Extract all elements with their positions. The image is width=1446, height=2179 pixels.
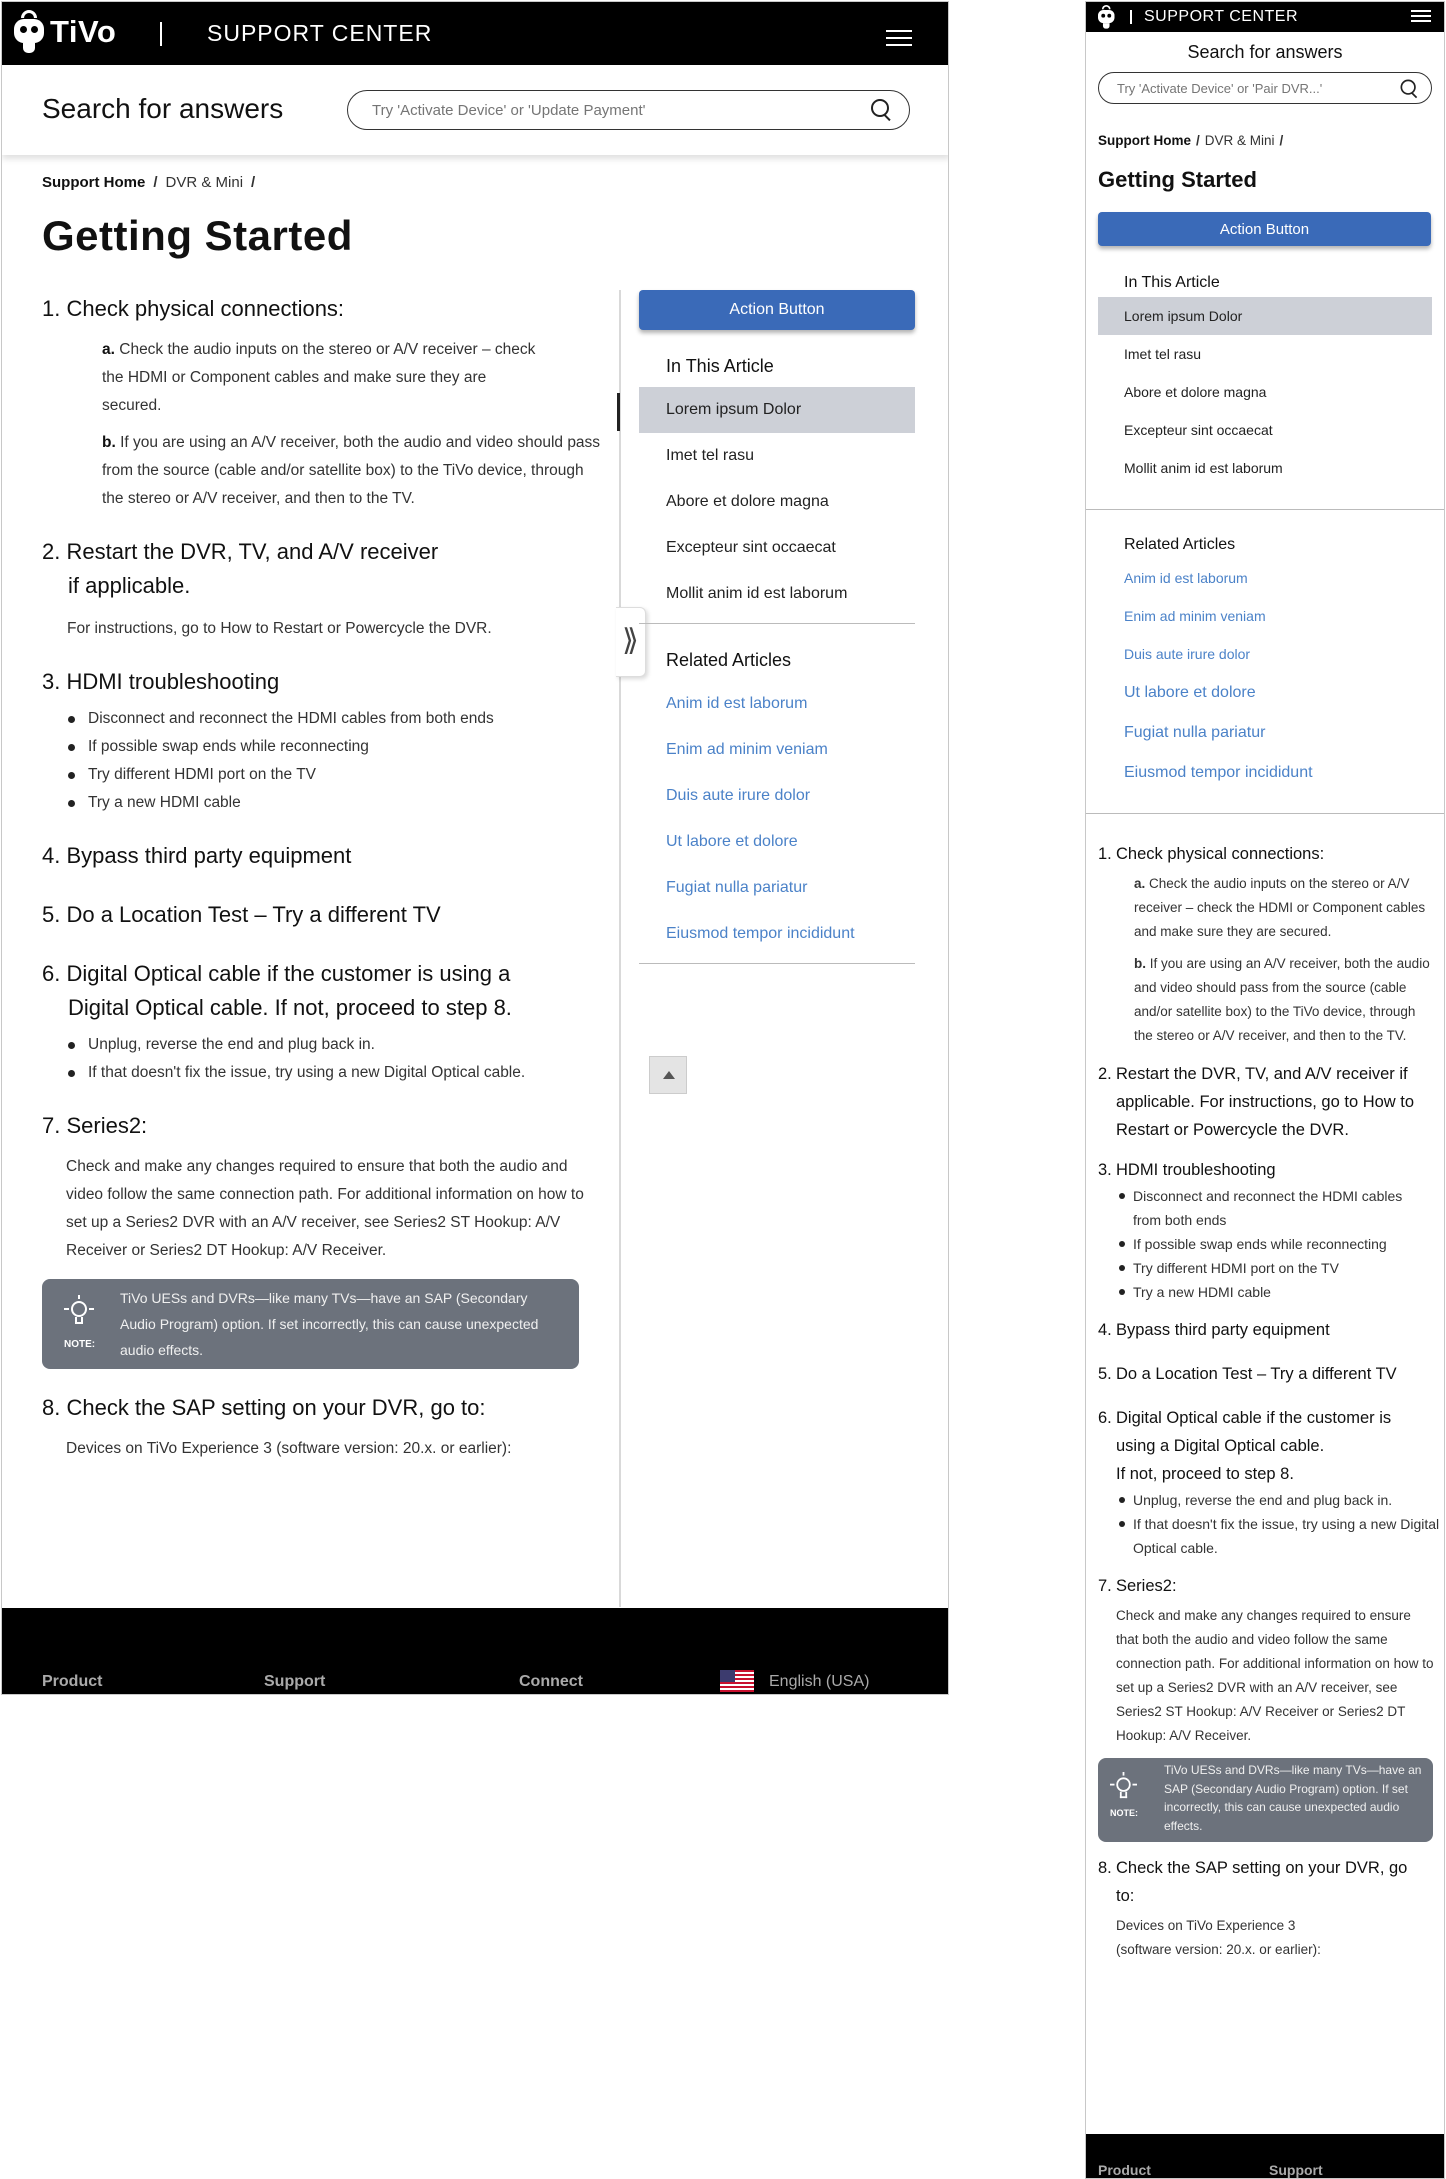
search-box — [1098, 72, 1432, 104]
related-heading: Related Articles — [1124, 536, 1236, 553]
breadcrumb — [42, 174, 263, 191]
header-divider — [160, 22, 162, 46]
step-6-heading — [42, 957, 602, 1025]
step-title: Check physical connections: — [1116, 845, 1325, 863]
step-title: HDMI troubleshooting — [1116, 1161, 1276, 1179]
step-number: 7. — [1098, 1577, 1112, 1595]
related-heading: Related Articles — [666, 650, 792, 670]
step-8-heading: 8. Check the SAP setting on your DVR, go to: — [42, 1395, 486, 1420]
search-input[interactable] — [1099, 73, 1431, 103]
article-body — [1098, 840, 1440, 1962]
step-2-heading-line2: if applicable. — [68, 573, 191, 598]
footer-support[interactable]: Support — [1269, 2162, 1323, 2178]
header-divider — [1130, 10, 1132, 24]
search-icon[interactable] — [871, 99, 891, 119]
site-footer — [1086, 2134, 1444, 2179]
note-label: NOTE: — [64, 1339, 96, 1350]
step-4-heading: 4. Bypass third party equipment — [42, 843, 352, 868]
step-1a — [102, 336, 542, 420]
step-1-heading: 1. Check physical connections: — [42, 296, 345, 321]
list-item: If that doesn't fix the issue, try using a new Digital Optical cable. — [88, 1059, 602, 1087]
search-box — [347, 90, 910, 130]
related-link[interactable]: Anim id est laborum — [666, 695, 808, 712]
footer-product[interactable]: Product — [1098, 2162, 1151, 2178]
list-item: Unplug, reverse the end and plug back in. — [88, 1031, 602, 1059]
scroll-position-marker — [617, 393, 620, 431]
step-2-heading-line1: 2. Restart the DVR, TV, and A/V receiver — [42, 539, 439, 564]
step-title: Restart the DVR, TV, and A/V receiver if applicable. For instructions, go to How to Restart or Powercycle the DVR. — [1116, 1065, 1415, 1139]
action-button[interactable]: Action Button — [639, 290, 915, 330]
step-title: Do a Location Test – Try a different TV — [1116, 1365, 1397, 1383]
page-title: Getting Started — [1098, 167, 1257, 192]
tivo-robot-icon[interactable] — [1098, 5, 1115, 29]
step-6-heading-line1: 6. Digital Optical cable if the customer is using a — [42, 961, 511, 986]
hamburger-menu-icon[interactable] — [886, 30, 912, 48]
step-1-heading — [1098, 840, 1433, 868]
sidebar-divider — [639, 623, 915, 624]
step-8-heading — [1098, 1854, 1433, 1910]
step-number: 2. — [1098, 1065, 1112, 1083]
scroll-to-top-icon[interactable] — [649, 1056, 687, 1094]
note-text: TiVo UESs and DVRs—like many TVs—have an SAP (Secondary Audio Program) option. If set incorrectly, this can cause unexpected audio effects. — [120, 1290, 539, 1358]
related-link[interactable]: Ut labore et dolore — [666, 833, 798, 850]
sidebar-divider — [1086, 813, 1444, 814]
step-1b — [1134, 952, 1434, 1048]
toc-item[interactable]: Mollit anim id est laborum — [666, 585, 848, 602]
step-8-text-line2: (software version: 20.x. or earlier): — [1116, 1942, 1321, 1957]
desktop-view — [1, 1, 949, 1695]
note-label: NOTE: — [1110, 1808, 1138, 1818]
note-text: TiVo UESs and DVRs—like many TVs—have an SAP (Secondary Audio Program) option. If set incorrectly, this can cause unexpected audio effects. — [1164, 1763, 1422, 1833]
tivo-logo[interactable] — [14, 10, 116, 54]
step-2-heading — [1098, 1060, 1433, 1144]
list-item: Try a new HDMI cable — [88, 789, 602, 817]
sidebar-divider — [1086, 509, 1444, 510]
related-link[interactable]: Enim ad minim veniam — [1124, 608, 1266, 624]
step-5-heading — [1098, 1360, 1433, 1388]
breadcrumb — [1098, 133, 1288, 148]
list-item: Try different HDMI port on the TV — [88, 761, 602, 789]
toc-item[interactable]: Mollit anim id est laborum — [1124, 460, 1283, 476]
breadcrumb-category[interactable]: DVR & Mini — [1204, 133, 1275, 148]
mobile-view — [1085, 1, 1445, 2179]
step-1b-text: If you are using an A/V receiver, both the audio and video should pass from the source (cable and/or satellite box) to the TiVo device, through the stereo or A/V receiver, and then to the TV. — [102, 434, 601, 507]
step-2-text: For instructions, go to How to Restart or Powercycle the DVR. — [67, 620, 492, 637]
related-link[interactable]: Ut labore et dolore — [1124, 684, 1256, 701]
site-footer — [2, 1608, 949, 1695]
list-item: If possible swap ends while reconnecting — [1133, 1232, 1433, 1256]
step-6-list — [1133, 1488, 1443, 1560]
step-7-heading — [1098, 1572, 1433, 1600]
list-item: Try different HDMI port on the TV — [1133, 1256, 1433, 1280]
step-number: 8. — [1098, 1859, 1112, 1877]
related-link[interactable]: Anim id est laborum — [1124, 570, 1248, 586]
step-1b-label: b. — [1134, 956, 1146, 971]
step-3-list — [1133, 1184, 1433, 1304]
toc-item[interactable]: Excepteur sint occaecat — [1124, 422, 1273, 438]
toc-item[interactable]: Imet tel rasu — [1124, 346, 1202, 362]
breadcrumb-home[interactable]: Support Home — [42, 174, 146, 191]
site-header — [1086, 2, 1444, 32]
step-6-heading-line2: Digital Optical cable. If not, proceed to step 8. — [68, 995, 512, 1020]
support-center-title[interactable]: SUPPORT CENTER — [1144, 8, 1298, 25]
article-body — [42, 292, 602, 1463]
step-3-heading: 3. HDMI troubleshooting — [42, 669, 280, 694]
step-title: Bypass third party equipment — [1116, 1321, 1330, 1339]
us-flag-icon[interactable] — [720, 1670, 754, 1692]
toc-heading: In This Article — [1124, 274, 1220, 291]
search-input[interactable] — [348, 91, 909, 129]
toc-item[interactable]: Abore et dolore magna — [1124, 384, 1267, 400]
lightbulb-icon — [1110, 1772, 1137, 1804]
step-8-text-line1: Devices on TiVo Experience 3 — [1116, 1918, 1296, 1933]
search-title: Search for answers — [1187, 42, 1343, 62]
step-number: 3. — [1098, 1161, 1112, 1179]
step-title: Digital Optical cable if the customer is using a Digital Optical cable. — [1116, 1409, 1392, 1455]
related-link[interactable]: Fugiat nulla pariatur — [1124, 724, 1266, 741]
related-link[interactable]: Duis aute irure dolor — [666, 787, 811, 804]
step-6-list — [88, 1031, 602, 1087]
toc-item[interactable]: Abore et dolore magna — [666, 493, 829, 510]
toc-item[interactable]: Excepteur sint occaecat — [666, 539, 836, 556]
step-1a-label: a. — [1134, 876, 1146, 891]
step-number: 4. — [1098, 1321, 1112, 1339]
step-4-heading — [1098, 1316, 1433, 1344]
article-sidebar — [639, 290, 915, 964]
list-item: If possible swap ends while reconnecting — [88, 733, 602, 761]
step-7-heading: 7. Series2: — [42, 1113, 148, 1138]
related-link[interactable]: Eiusmod tempor incididunt — [1124, 764, 1313, 781]
step-title: Series2: — [1116, 1577, 1177, 1595]
language-selector[interactable]: English (USA) — [769, 1673, 870, 1690]
step-6-heading — [1098, 1404, 1433, 1488]
step-1a — [1134, 872, 1434, 944]
step-1a-text: Check the audio inputs on the stereo or A/V receiver – check the HDMI or Component cables and make sure they are secured. — [1134, 876, 1426, 939]
step-1b — [102, 429, 602, 513]
brand-name: TiVo — [50, 14, 117, 49]
breadcrumb-category[interactable]: DVR & Mini — [165, 174, 244, 191]
step-3-list — [88, 705, 602, 817]
breadcrumb-separator: / — [153, 174, 158, 191]
column-divider — [619, 290, 621, 1607]
breadcrumb-separator: / — [1279, 133, 1284, 148]
note-callout — [1098, 1758, 1433, 1842]
breadcrumb-home[interactable]: Support Home — [1098, 133, 1191, 148]
toc-heading: In This Article — [666, 356, 774, 376]
related-link[interactable]: Duis aute irure dolor — [1124, 646, 1251, 662]
toc-item[interactable]: Lorem ipsum Dolor — [639, 387, 915, 433]
footer-product[interactable]: Product — [42, 1673, 103, 1690]
related-link[interactable]: Fugiat nulla pariatur — [666, 879, 808, 896]
step-2-heading — [42, 535, 602, 603]
step-1a-label: a. — [102, 341, 115, 358]
list-item: Disconnect and reconnect the HDMI cables from both ends — [88, 705, 602, 733]
tivo-robot-icon — [14, 10, 44, 54]
action-button[interactable]: Action Button — [1098, 212, 1431, 246]
breadcrumb-separator: / — [1196, 133, 1200, 148]
step-title: Check the SAP setting on your DVR, go to: — [1116, 1859, 1408, 1905]
search-icon[interactable] — [1401, 80, 1418, 97]
article-sidebar — [1086, 264, 1444, 814]
toc-item[interactable]: Lorem ipsum Dolor — [1098, 297, 1432, 335]
step-7-text: Check and make any changes required to ensure that both the audio and video follow the same connection path. For additional information on how to set up a Series2 DVR with an A/V receiver, see Series2 ST Hookup: A/V Receiver or Series2 DT Hookup: A/V Receiver. — [1116, 1608, 1434, 1743]
step-1b-label: b. — [102, 434, 116, 451]
list-item: If that doesn't fix the issue, try using a new Digital Optical cable. — [1133, 1512, 1443, 1560]
list-item: Disconnect and reconnect the HDMI cables from both ends — [1133, 1184, 1433, 1232]
step-7-text: Check and make any changes required to ensure that both the audio and video follow the same connection path. For additional information on how to set up a Series2 DVR with an A/V receiver, see Series2 ST Hookup: A/V Receiver or Series2 DT Hookup: A/V Receiver. — [66, 1158, 584, 1259]
sidebar-divider — [639, 963, 915, 964]
related-link[interactable]: Enim ad minim veniam — [666, 741, 828, 758]
step-3-heading — [1098, 1156, 1433, 1184]
breadcrumb-separator: / — [251, 174, 256, 191]
note-callout — [42, 1279, 579, 1369]
step-1a-text: Check the audio inputs on the stereo or A/V receiver – check the HDMI or Component cables and make sure they are secured. — [102, 341, 536, 414]
footer-connect[interactable]: Connect — [519, 1673, 583, 1690]
step-number: 5. — [1098, 1365, 1112, 1383]
step-1b-text: If you are using an A/V receiver, both the audio and video should pass from the source (cable and/or satellite box) to the TiVo device, through the stereo or A/V receiver, and then to the TV. — [1134, 956, 1430, 1043]
list-item: Unplug, reverse the end and plug back in. — [1133, 1488, 1443, 1512]
search-title: Search for answers — [42, 93, 284, 124]
lightbulb-icon — [64, 1295, 94, 1331]
step-number: 1. — [1098, 845, 1112, 863]
related-link[interactable]: Eiusmod tempor incididunt — [666, 925, 855, 942]
search-bar — [2, 65, 949, 155]
hamburger-menu-icon[interactable] — [1411, 10, 1431, 24]
footer-support[interactable]: Support — [264, 1673, 326, 1690]
step-title-line2: If not, proceed to step 8. — [1116, 1465, 1294, 1483]
site-header — [2, 2, 949, 65]
step-8-text — [1116, 1914, 1433, 1962]
toc-item[interactable]: Imet tel rasu — [666, 447, 755, 464]
list-item: Try a new HDMI cable — [1133, 1280, 1433, 1304]
sidebar-toggle-icon[interactable]: ⟫ — [616, 607, 646, 677]
step-8-text: Devices on TiVo Experience 3 (software version: 20.x. or earlier): — [66, 1440, 512, 1457]
step-number: 6. — [1098, 1409, 1112, 1427]
support-center-title[interactable]: SUPPORT CENTER — [207, 20, 433, 46]
page-title: Getting Started — [42, 212, 353, 259]
step-5-heading: 5. Do a Location Test – Try a different TV — [42, 902, 441, 927]
